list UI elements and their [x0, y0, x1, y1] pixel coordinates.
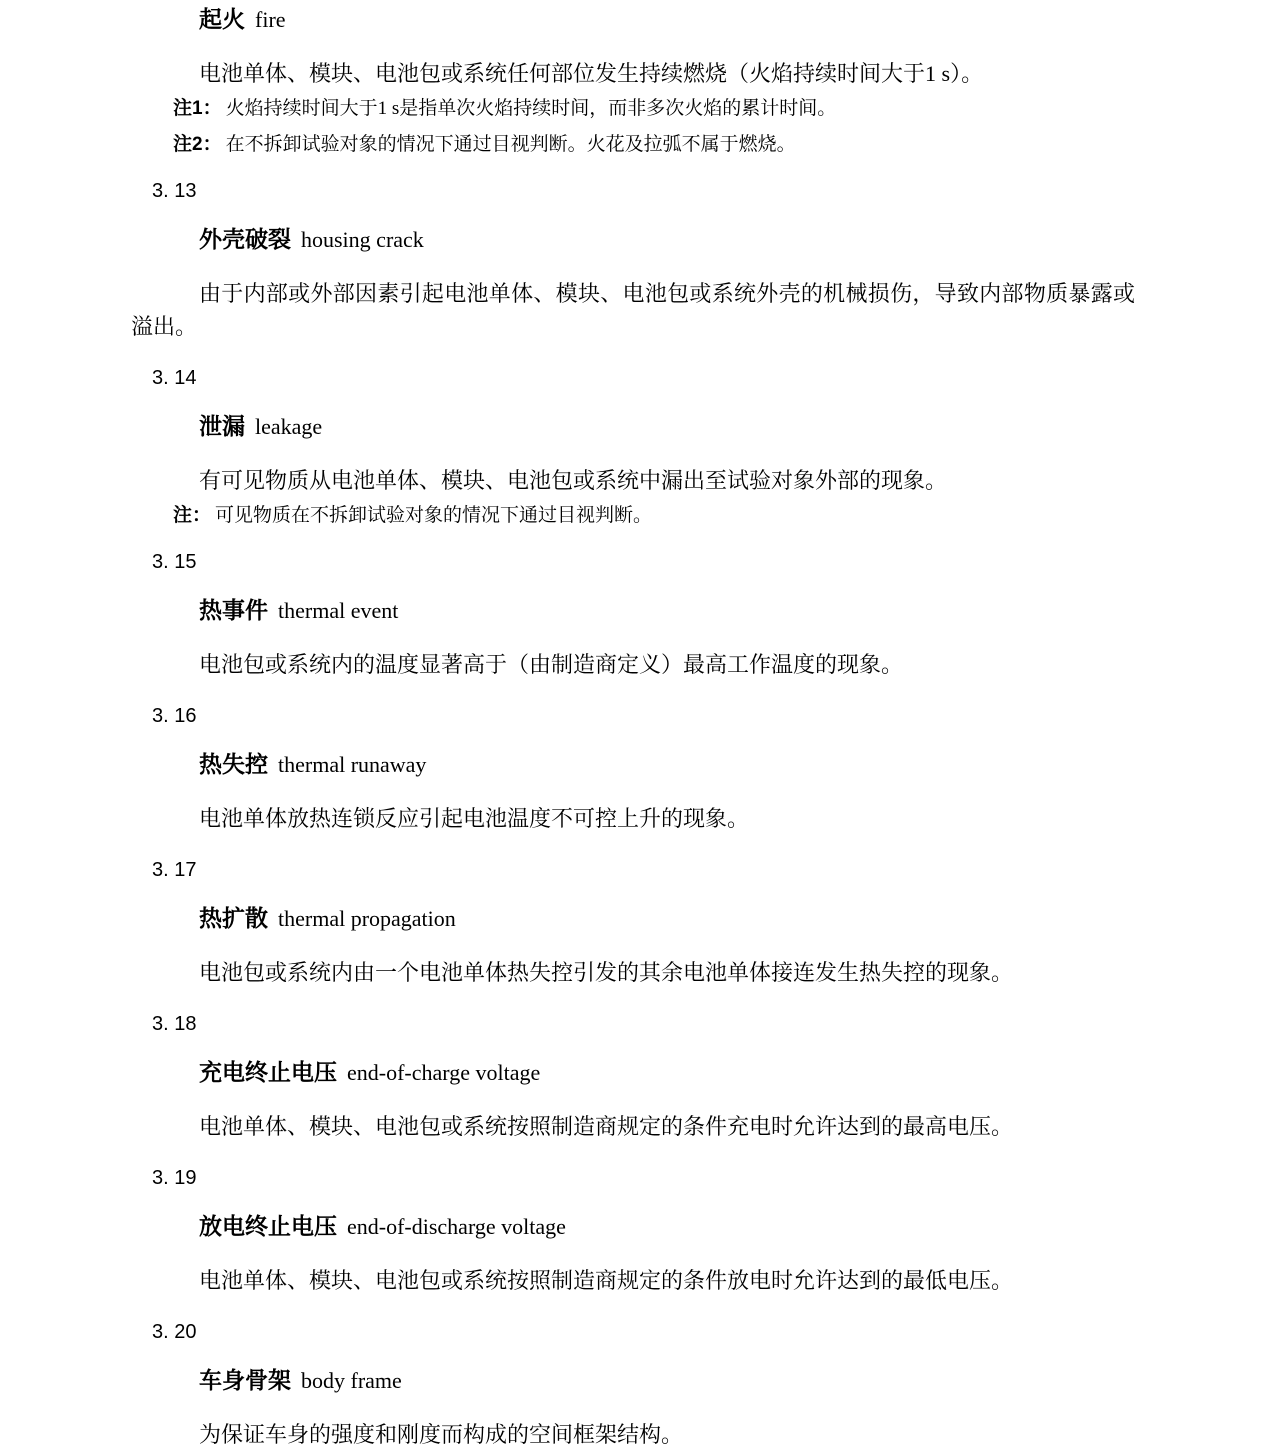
- terminology-section: [131, 1011, 1135, 1143]
- definition-text: 电池单体、模块、电池包或系统按照制造商规定的条件充电时允许达到的最高电压。: [199, 1114, 1014, 1139]
- terminology-section: [131, 703, 1135, 835]
- term-chinese: 车身骨架: [199, 1367, 291, 1393]
- clause-number: 3. 19: [152, 1167, 197, 1189]
- note-text: 火焰持续时间大于1 s是指单次火焰持续时间，而非多次火焰的累计时间。: [225, 98, 837, 119]
- term-english: fire: [255, 7, 286, 32]
- term-heading: [199, 1366, 1135, 1398]
- definition-text: 为保证车身的强度和刚度而构成的空间框架结构。: [199, 1422, 684, 1447]
- clause-number: 3. 17: [152, 859, 197, 881]
- clause-number: 3. 16: [152, 705, 197, 727]
- note-text: 在不拆卸试验对象的情况下通过目视判断。火花及拉弧不属于燃烧。: [225, 134, 796, 155]
- term-chinese: 外壳破裂: [199, 226, 291, 252]
- term-chinese: 热扩散: [199, 905, 268, 931]
- note-label: 注：: [173, 505, 212, 526]
- term-heading: [199, 5, 1135, 37]
- definition-text: 电池包或系统内由一个电池单体热失控引发的其余电池单体接连发生热失控的现象。: [199, 960, 1014, 985]
- terminology-section: [131, 857, 1135, 989]
- definition-text: 电池单体、模块、电池包或系统按照制造商规定的条件放电时允许达到的最低电压。: [199, 1268, 1014, 1293]
- definition-text: 电池包或系统内的温度显著高于（由制造商定义）最高工作温度的现象。: [199, 652, 904, 677]
- note-label: 注1：: [173, 98, 222, 119]
- definition-text: 电池单体放热连锁反应引起电池温度不可控上升的现象。: [199, 806, 750, 831]
- clause-number: 3. 14: [152, 367, 197, 389]
- terminology-section: [131, 549, 1135, 681]
- term-chinese: 热事件: [199, 597, 268, 623]
- terminology-section: [131, 178, 1135, 343]
- term-chinese: 泄漏: [199, 413, 245, 439]
- term-english: leakage: [255, 414, 323, 439]
- term-heading: [199, 1212, 1135, 1244]
- terminology-section: [131, 1319, 1135, 1451]
- note: [173, 98, 1135, 120]
- clause-number: 3. 15: [152, 551, 197, 573]
- definition-text: 由于内部或外部因素引起电池单体、模块、电池包或系统外壳的机械损伤，导致内部物质暴露或溢出。: [131, 281, 1135, 339]
- term-chinese: 充电终止电压: [199, 1059, 337, 1085]
- term-english: thermal runaway: [278, 752, 427, 777]
- terminology-section: [131, 5, 1135, 156]
- term-english: thermal event: [278, 598, 399, 623]
- terminology-section: [131, 1165, 1135, 1297]
- note-label: 注2：: [173, 134, 222, 155]
- term-english: body frame: [301, 1368, 402, 1393]
- term-heading: [199, 596, 1135, 628]
- term-heading: [199, 1058, 1135, 1090]
- term-chinese: 热失控: [199, 751, 268, 777]
- term-heading: [199, 750, 1135, 782]
- clause-number: 3. 18: [152, 1013, 197, 1035]
- term-english: end-of-discharge voltage: [347, 1214, 566, 1239]
- term-chinese: 起火: [199, 6, 245, 32]
- term-chinese: 放电终止电压: [199, 1213, 337, 1239]
- clause-number: 3. 13: [152, 180, 197, 202]
- note: [173, 505, 1135, 527]
- terminology-sections: [131, 5, 1135, 1451]
- term-heading: [199, 412, 1135, 444]
- note-text: 可见物质在不拆卸试验对象的情况下通过目视判断。: [215, 505, 653, 526]
- term-english: thermal propagation: [278, 906, 456, 931]
- term-heading: [199, 225, 1135, 257]
- definition-text: 有可见物质从电池单体、模块、电池包或系统中漏出至试验对象外部的现象。: [199, 468, 948, 493]
- note: [173, 134, 1135, 156]
- term-english: end-of-charge voltage: [347, 1060, 541, 1085]
- term-heading: [199, 904, 1135, 936]
- clause-number: 3. 20: [152, 1321, 197, 1343]
- definition-text: 电池单体、模块、电池包或系统任何部位发生持续燃烧（火焰持续时间大于1 s）。: [199, 61, 984, 86]
- term-english: housing crack: [301, 227, 424, 252]
- terminology-section: [131, 365, 1135, 527]
